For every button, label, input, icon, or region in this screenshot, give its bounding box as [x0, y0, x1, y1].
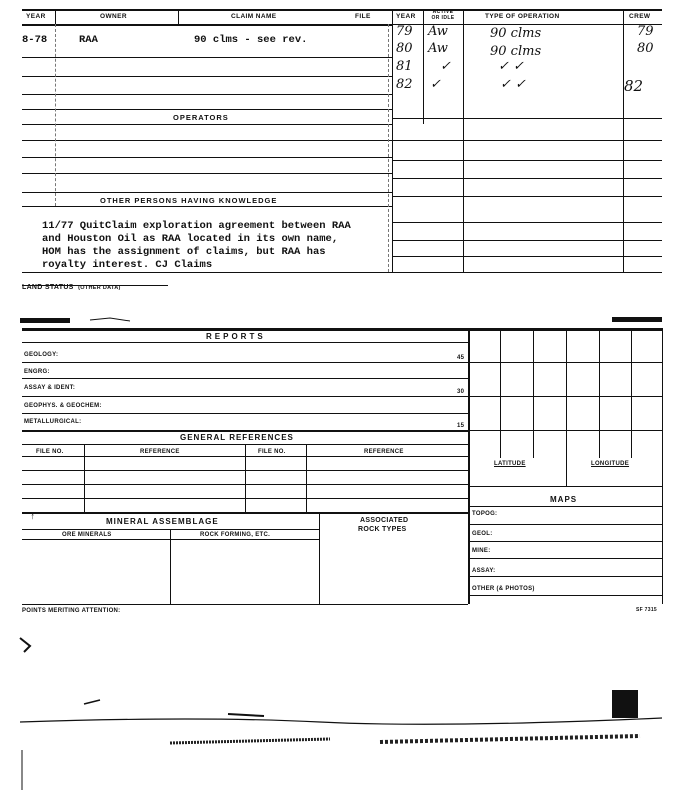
- reports-title: REPORTS: [206, 332, 266, 341]
- report-geophys-label: GEOPHYS. & GEOCHEM:: [24, 403, 102, 409]
- op-year-4: 82: [396, 77, 413, 92]
- col-header-year: YEAR: [26, 13, 46, 20]
- report-assay-label: ASSAY & IDENT:: [24, 385, 76, 391]
- rock-types-label: ROCK TYPES: [358, 526, 407, 533]
- ref-col-reference-1: REFERENCE: [140, 449, 180, 455]
- maps-title: MAPS: [550, 495, 578, 504]
- report-metallurgical-code: 15: [457, 423, 465, 429]
- longitude-label: LONGITUDE: [591, 461, 630, 467]
- report-metallurgical-label: METALLURGICAL:: [24, 419, 82, 425]
- points-label: POINTS MERITING ATTENTION:: [22, 608, 121, 614]
- op-crew-2: 80: [637, 41, 654, 56]
- claim-name: 90 clms - see rev.: [194, 34, 308, 46]
- op-crew-1: 79: [637, 24, 654, 39]
- op-type-3: ✓ ✓: [498, 59, 524, 74]
- claim-owner: RAA: [79, 34, 98, 46]
- report-geology-label: GEOLOGY:: [24, 352, 59, 358]
- report-assay-code: 30: [457, 389, 465, 395]
- op-type-4: ✓ ✓: [500, 77, 526, 92]
- land-status-label: LAND STATUS: [22, 284, 74, 291]
- col-header-active-idle: ACTIVE OR IDLE: [431, 9, 455, 21]
- op-year-1: 79: [396, 24, 413, 39]
- report-engrg-label: ENGRG:: [24, 369, 50, 375]
- other-persons-title: OTHER PERSONS HAVING KNOWLEDGE: [100, 196, 278, 205]
- note-line-4: royalty interest. CJ Claims: [42, 259, 213, 271]
- col-header-owner: OWNER: [100, 13, 127, 20]
- op-type-2: 90 clms: [490, 44, 542, 59]
- ore-minerals-label: ORE MINERALS: [62, 532, 112, 538]
- op-crew-4: 82: [624, 77, 644, 95]
- ref-col-file-no-1: FILE NO.: [36, 449, 64, 455]
- col-header-file: FILE: [355, 13, 371, 20]
- rock-forming-label: ROCK FORMING, ETC.: [200, 532, 271, 538]
- mineral-title: MINERAL ASSEMBLAGE: [106, 517, 219, 526]
- map-other: OTHER (& PHOTOS): [472, 586, 535, 592]
- note-line-2: and Houston Oil as RAA located in its own name,: [42, 233, 339, 245]
- col-header-year-2: YEAR: [396, 13, 416, 20]
- general-references-title: GENERAL REFERENCES: [180, 433, 294, 442]
- form-number: SF 7315: [636, 607, 658, 613]
- map-mine: MINE:: [472, 548, 491, 554]
- col-header-type-of-operation: TYPE OF OPERATION: [485, 13, 560, 20]
- associated-label: ASSOCIATED: [360, 517, 409, 524]
- col-header-claim-name: CLAIM NAME: [231, 13, 277, 20]
- report-geology-code: 45: [457, 355, 465, 361]
- mineral-mark: ↑: [30, 512, 36, 522]
- op-status-1: Aw: [428, 24, 448, 39]
- land-status-sub: (OTHER DATA): [78, 285, 121, 291]
- op-type-1: 90 clms: [490, 26, 542, 41]
- col-header-crew: CREW: [629, 13, 651, 20]
- op-status-4: ✓: [430, 77, 441, 92]
- map-geol: GEOL:: [472, 531, 493, 537]
- latitude-label: LATITUDE: [494, 461, 526, 467]
- map-topog: TOPOG:: [472, 511, 498, 517]
- note-line-1: 11/77 QuitClaim exploration agreement between RAA: [42, 220, 351, 232]
- op-status-3: ✓: [440, 59, 451, 74]
- note-line-3: HOM has the assignment of claims, but RAA has: [42, 246, 326, 258]
- operators-title: OPERATORS: [173, 113, 229, 122]
- ref-col-file-no-2: FILE NO.: [258, 449, 286, 455]
- ref-col-reference-2: REFERENCE: [364, 449, 404, 455]
- op-year-2: 80: [396, 41, 413, 56]
- map-assay: ASSAY:: [472, 568, 496, 574]
- claim-year: 8-78: [22, 34, 48, 46]
- op-year-3: 81: [396, 59, 413, 74]
- op-status-2: Aw: [428, 41, 448, 56]
